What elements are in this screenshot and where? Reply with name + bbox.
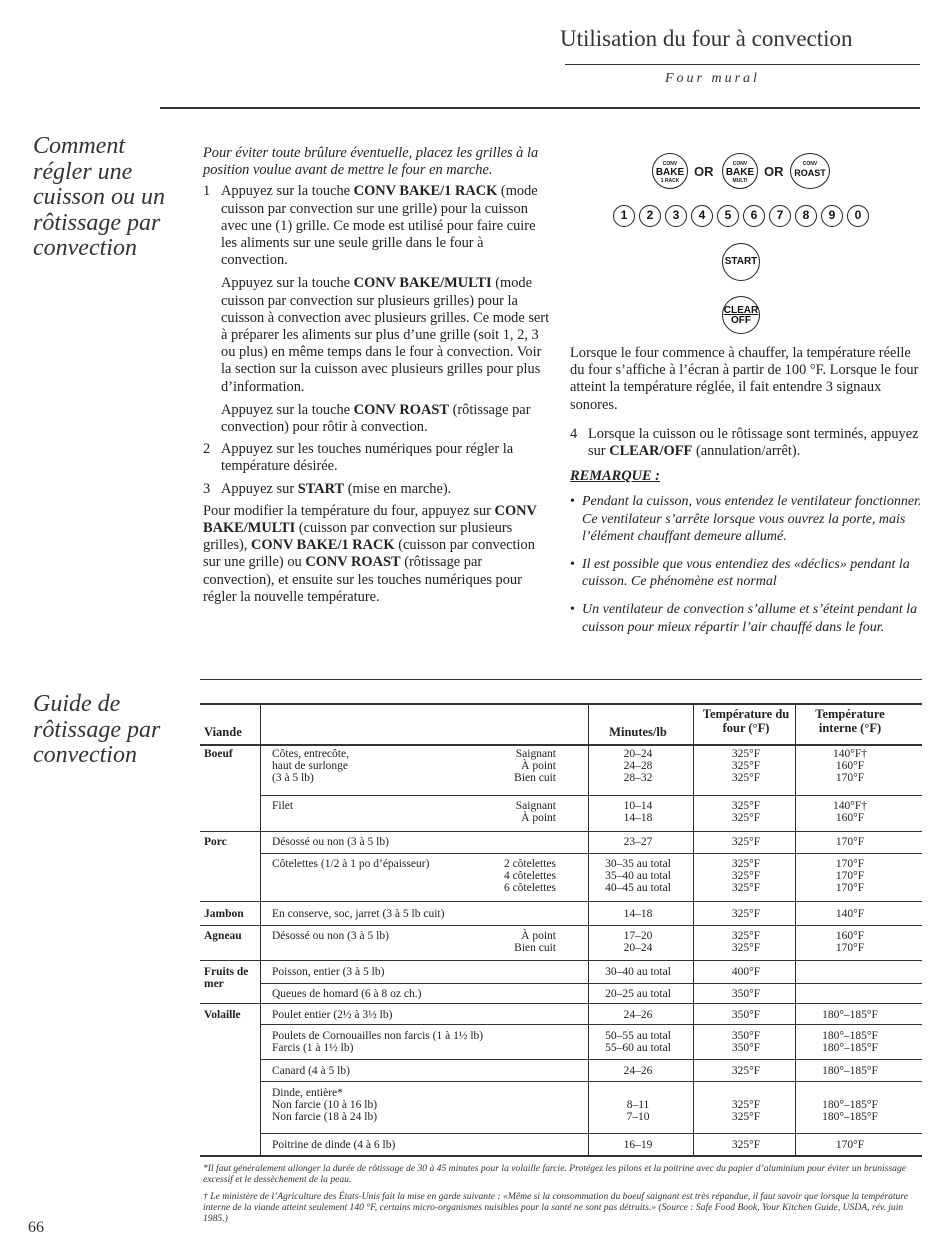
table-meat-label: Porc: [204, 836, 227, 848]
table-doneness: À point: [521, 930, 556, 942]
table-internal-temp: 170°F: [835, 772, 865, 784]
section-divider: [200, 679, 922, 680]
conv-bake-multi-key-icon: CONV BAKE MULTI: [722, 153, 758, 189]
table-internal-temp: 160°F: [835, 760, 865, 772]
section-title-line: Comment: [33, 133, 125, 159]
table-rule: [260, 1059, 922, 1060]
table-oven-temp: 325°F: [731, 1065, 761, 1077]
table-cut: Désossé ou non (3 à 5 lb): [272, 930, 389, 942]
table-minutes: 55–60 au total: [605, 1042, 671, 1054]
page-number: 66: [28, 1219, 44, 1236]
table-meat-label: Fruits de mer: [204, 966, 249, 991]
table-cut: En conserve, soc, jarret (3 à 5 lb cuit): [272, 908, 445, 920]
table-oven-temp: 325°F: [731, 1139, 761, 1151]
digit-1-key-icon: 1: [613, 205, 635, 227]
table-oven-temp: 325°F: [731, 870, 761, 882]
digit-6-key-icon: 6: [743, 205, 765, 227]
header-divider: [160, 107, 920, 109]
table-internal-temp: 140°F†: [833, 748, 867, 760]
table-minutes: 24–26: [623, 1009, 653, 1021]
table-column-rule: [260, 703, 261, 1155]
step-3: [203, 481, 553, 498]
table-doneness: 4 côtelettes: [503, 870, 556, 882]
table-internal-temp: 170°F: [835, 870, 865, 882]
table-rule: [200, 960, 922, 961]
table-rule: [200, 703, 922, 705]
table-meat-label: Boeuf: [204, 748, 233, 760]
table-internal-temp: 180°–185°F: [822, 1009, 878, 1021]
table-cut: Désossé ou non (3 à 5 lb): [272, 836, 389, 848]
table-doneness: Saignant: [515, 748, 556, 760]
table-meat-label: Agneau: [204, 930, 242, 942]
key-name: CONV BAKE/1 RACK: [353, 183, 498, 200]
table-oven-temp: 350°F: [731, 1030, 761, 1042]
table-rule: [200, 831, 922, 832]
table-doneness: 2 côtelettes: [503, 858, 556, 870]
section-title-line: rôtissage par: [33, 716, 161, 743]
table-minutes: 7–10: [626, 1111, 650, 1123]
table-internal-temp: 170°F: [835, 1139, 865, 1151]
table-oven-temp: 325°F: [731, 858, 761, 870]
table-cut: Côtelettes (1/2 à 1 po d’épaisseur): [272, 858, 430, 870]
table-meat-label: Jambon: [204, 908, 244, 920]
table-cut: Poulet entier (2½ à 3½ lb): [272, 1009, 393, 1021]
conv-bake-1-rack-key-icon: CONV BAKE 1 RACK: [652, 153, 688, 189]
step-2-text: Appuyez sur les touches numériques pour régler la température désirée.: [221, 441, 514, 475]
footnote-stuffed-poultry: *Il faut généralement allonger la durée de rôtissage de 30 à 45 minutes pour la volaille farcie. Protégez les pilons et la poitrine avec du papier d’aluminium pour éviter un brunissage excessif et le dessèchement de la peau.: [203, 1163, 906, 1185]
table-internal-temp: 180°–185°F: [822, 1065, 878, 1077]
table-oven-temp: 325°F: [731, 882, 761, 894]
digit-3-key-icon: 3: [665, 205, 687, 227]
table-minutes: 24–26: [623, 1065, 653, 1077]
table-internal-temp: 170°F: [835, 858, 865, 870]
table-oven-temp: 325°F: [731, 760, 761, 772]
table-cut: Queues de homard (6 à 8 oz ch.): [272, 988, 422, 1000]
table-column-rule: [693, 703, 694, 1155]
table-cut: haut de surlonge: [272, 760, 349, 772]
table-oven-temp: 350°F: [731, 988, 761, 1000]
or-label: OR: [764, 164, 784, 179]
note-bullet: • Il est possible que vous entendiez des «déclics» pendant la cuisson. Ce phénomène est normal: [570, 557, 910, 590]
table-minutes: 23–27: [623, 836, 653, 848]
table-cut: Filet: [272, 800, 294, 812]
table-internal-temp: 180°–185°F: [822, 1030, 878, 1042]
table-doneness: Saignant: [515, 800, 556, 812]
table-internal-temp: 160°F: [835, 812, 865, 824]
table-minutes: 14–18: [623, 908, 653, 920]
table-minutes: 24–28: [623, 760, 653, 772]
step-1c: Appuyez sur la touche CONV ROAST (rôtissage par convection) pour rôtir à convection.: [221, 401, 531, 436]
key-name: CONV BAKE/1 RACK: [250, 537, 395, 554]
step-number: 2: [203, 441, 211, 458]
table-minutes: 30–40 au total: [605, 966, 671, 978]
table-rule: [260, 1024, 922, 1025]
table-minutes: 20–24: [623, 748, 653, 760]
table-cut: Non farcie (18 à 24 lb): [272, 1111, 378, 1123]
table-rule: [200, 925, 922, 926]
table-minutes: 35–40 au total: [605, 870, 671, 882]
table-internal-temp: 140°F†: [833, 800, 867, 812]
instructions-column-left: [203, 145, 553, 606]
table-oven-temp: 325°F: [731, 942, 761, 954]
key-name: CONV ROAST: [353, 401, 449, 418]
table-minutes: 14–18: [623, 812, 653, 824]
table-doneness: 6 côtelettes: [503, 882, 556, 894]
table-cut: Canard (4 à 5 lb): [272, 1065, 350, 1077]
table-oven-temp: 325°F: [731, 812, 761, 824]
table-cut: Poitrine de dinde (4 à 6 lb): [272, 1139, 396, 1151]
table-rule: [260, 795, 922, 796]
table-oven-temp: 325°F: [731, 772, 761, 784]
table-oven-temp: 325°F: [731, 1099, 761, 1111]
table-rule: [260, 1133, 922, 1134]
table-internal-temp: 180°–185°F: [822, 1042, 878, 1054]
table-doneness: À point: [521, 760, 556, 772]
table-doneness: Bien cuit: [514, 942, 556, 954]
table-internal-temp: 170°F: [835, 942, 865, 954]
section-title-line: convection: [33, 235, 137, 261]
key-name: CLEAR/OFF: [609, 443, 693, 460]
step-1: [203, 183, 553, 436]
conv-roast-key-icon: CONV ROAST: [790, 153, 830, 189]
table-internal-temp: 170°F: [835, 882, 865, 894]
start-key-icon: START: [722, 243, 760, 281]
step-number: 4: [570, 425, 578, 442]
step-number: 1: [203, 183, 211, 200]
digit-4-key-icon: 4: [691, 205, 713, 227]
header-minutes: Minutes/lb: [609, 725, 667, 739]
section-title-line: Guide de: [33, 691, 121, 717]
step-2: [203, 441, 553, 475]
footnote-usda: † Le ministère de l’Agriculture des États-Unis fait la mise en garde suivante : «Même si la consommation du boeuf saignant est très répandue, il faut savoir que lorsque la température interne de la viande atteint seulement 140 °F, certains micro-organismes nuisibles pour la santé ne sont pas détruits.» (Source : Safe Food Book, Your Kitchen Guide, USDA, rév. juin 1985.): [203, 1191, 908, 1224]
intro-text: Pour éviter toute brûlure éventuelle, placez les grilles à la position voulue avant de mettre le four en marche.: [203, 145, 539, 179]
note-bullet: • Un ventilateur de convection s’allume et s’éteint pendant la cuisson pour mieux répartir l’air chauffé dans le four.: [570, 602, 918, 635]
section-title-line: cuisson ou un: [33, 184, 165, 210]
digit-8-key-icon: 8: [795, 205, 817, 227]
table-oven-temp: 350°F: [731, 1009, 761, 1021]
digit-2-key-icon: 2: [639, 205, 661, 227]
digit-0-key-icon: 0: [847, 205, 869, 227]
step-1b: Appuyez sur la touche CONV BAKE/MULTI (mode cuisson par convection sur plusieurs grilles) pour la cuisson à convection avec plusieurs grilles. Ce mode sert à préparer les aliments sur plus d’une grille (soit 1, 2, 3 ou plus) en même temps dans le four à convection. Voir la section sur la cuisson avec plusieurs grilles pour plus d’information.: [221, 275, 550, 395]
step-1a: Appuyez sur la touche CONV BAKE/1 RACK (mode cuisson par convection sur une grille) pour la cuisson avec une (1) grille. Ce mode est utilisé pour faire cuire les aliments sur une seule grille dans le four à convection.: [221, 183, 538, 269]
header-oven-temp: Température du four (°F): [702, 707, 790, 735]
table-internal-temp: 180°–185°F: [822, 1099, 878, 1111]
table-cut: Dinde, entière*: [272, 1087, 343, 1099]
table-cut: Non farcie (10 à 16 lb): [272, 1099, 378, 1111]
section-title-line: convection: [33, 742, 137, 768]
table-rule: [260, 983, 922, 984]
table-rule: [200, 1003, 922, 1004]
table-oven-temp: 350°F: [731, 1042, 761, 1054]
table-internal-temp: 170°F: [835, 836, 865, 848]
table-cut: (3 à 5 lb): [272, 772, 314, 784]
note-heading: REMARQUE :: [570, 468, 660, 485]
table-internal-temp: 180°–185°F: [822, 1111, 878, 1123]
table-oven-temp: 325°F: [731, 800, 761, 812]
step-4-text: Lorsque la cuisson ou le rôtissage sont terminés, appuyez sur CLEAR/OFF (annulation/arrêt).: [588, 425, 919, 460]
key-name: CONV BAKE/MULTI: [203, 502, 537, 537]
table-oven-temp: 325°F: [731, 930, 761, 942]
table-rule: [260, 1081, 922, 1082]
key-name: START: [297, 480, 345, 497]
modify-temperature-text: Pour modifier la température du four, appuyez sur CONV BAKE/MULTI (cuisson par convection sur plusieurs grilles), CONV BAKE/1 RACK (cuisson par convection sur une grille) ou CONV ROAST (rôtissage par convection), et ensuite sur les touches numériques pour régler la nouvelle température.: [203, 502, 537, 605]
table-internal-temp: 140°F: [835, 908, 865, 920]
step-number: 3: [203, 480, 211, 497]
digit-7-key-icon: 7: [769, 205, 791, 227]
table-minutes: 40–45 au total: [605, 882, 671, 894]
digit-9-key-icon: 9: [821, 205, 843, 227]
step-3-text: Appuyez sur START (mise en marche).: [221, 480, 452, 497]
table-minutes: 8–11: [626, 1099, 650, 1111]
header-internal-temp: Température interne (°F): [815, 707, 885, 735]
table-oven-temp: 325°F: [731, 908, 761, 920]
table-rule: [260, 853, 922, 854]
table-internal-temp: 160°F: [835, 930, 865, 942]
table-cut: Farcis (1 à 1½ lb): [272, 1042, 354, 1054]
table-rule: [200, 744, 922, 746]
table-rule: [200, 901, 922, 902]
clear-off-key-icon: CLEAR OFF: [722, 296, 760, 334]
table-minutes: 28–32: [623, 772, 653, 784]
table-cut: Poulets de Cornouailles non farcis (1 à 1½ lb): [272, 1030, 484, 1042]
table-doneness: À point: [521, 812, 556, 824]
key-name: CONV BAKE/MULTI: [353, 275, 492, 292]
table-minutes: 10–14: [623, 800, 653, 812]
header-meat: Viande: [204, 725, 242, 739]
table-minutes: 16–19: [623, 1139, 653, 1151]
table-oven-temp: 325°F: [731, 836, 761, 848]
table-minutes: 30–35 au total: [605, 858, 671, 870]
section-title-line: rôtissage par: [33, 209, 161, 236]
section-title-convection-cooking: [33, 134, 183, 262]
or-label: OR: [694, 164, 714, 179]
table-minutes: 20–25 au total: [605, 988, 671, 1000]
key-name: CONV ROAST: [305, 554, 401, 571]
table-meat-label: Volaille: [204, 1009, 241, 1021]
table-minutes: 50–55 au total: [605, 1030, 671, 1042]
table-minutes: 20–24: [623, 942, 653, 954]
table-doneness: Bien cuit: [514, 772, 556, 784]
note-bullet: • Pendant la cuisson, vous entendez le ventilateur fonctionner. Ce ventilateur s’arrête lorsque vous ouvrez la porte, mais l’élément chauffant demeure allumé.: [570, 494, 922, 544]
table-minutes: 17–20: [623, 930, 653, 942]
step-4: [570, 426, 922, 460]
page-header-subtitle: Four mural: [665, 71, 760, 86]
digit-5-key-icon: 5: [717, 205, 739, 227]
instructions-column-right: [570, 345, 922, 647]
table-rule: [200, 1155, 922, 1157]
header-rule: [565, 64, 920, 65]
table-cut: Poisson, entier (3 à 5 lb): [272, 966, 385, 978]
table-oven-temp: 400°F: [731, 966, 761, 978]
section-title-line: régler une: [33, 158, 133, 185]
preheat-text: Lorsque le four commence à chauffer, la température réelle du four s’affiche à l’écran à partir de 100 °F. Lorsque le four atteint la température réglée, il fait entendre 3 signaux sonores.: [570, 345, 919, 413]
table-cut: Côtes, entrecôte,: [272, 748, 349, 760]
page-header-title: Utilisation du four à convection: [560, 26, 853, 51]
table-oven-temp: 325°F: [731, 748, 761, 760]
table-oven-temp: 325°F: [731, 1111, 761, 1123]
section-title-roasting-guide: [33, 692, 183, 769]
